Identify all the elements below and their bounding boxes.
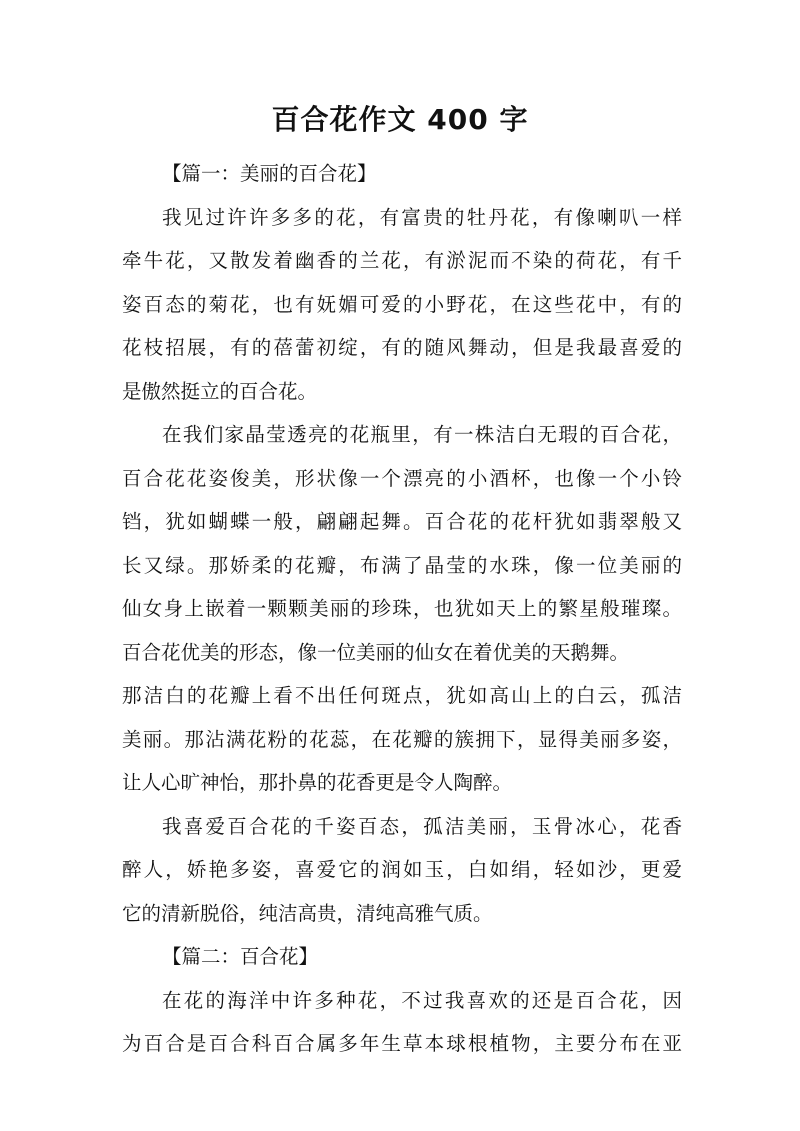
paragraph-line: 我见过许许多多的花，有富贵的牡丹花，有像喇叭一样 — [162, 205, 682, 229]
paragraph-line: 在我们家晶莹透亮的花瓶里，有一株洁白无瑕的百合花， — [162, 423, 682, 446]
document-title: 百合花作文 400 字 — [271, 103, 529, 136]
paragraph-line: 姿百态的菊花，也有妩媚可爱的小野花，在这些花中，有的 — [122, 292, 682, 316]
paragraph-line: 那洁白的花瓣上看不出任何斑点，犹如高山上的白云，孤洁 — [122, 684, 682, 707]
paragraph-line: 我喜爱百合花的千姿百态，孤洁美丽，玉骨冰心，花香 — [162, 814, 682, 838]
paragraph-line: 在花的海洋中许多种花，不过我喜欢的还是百合花，因 — [162, 988, 682, 1012]
paragraph-line: 醉人，娇艳多姿，喜爱它的润如玉，白如绢，轻如沙，更爱 — [122, 858, 682, 881]
paragraph-line: 让人心旷神怡，那扑鼻的花香更是令人陶醉。 — [122, 771, 513, 794]
section-heading-1: 【篇一：美丽的百合花】 — [162, 162, 377, 185]
paragraph-line: 是傲然挺立的百合花。 — [122, 379, 318, 403]
paragraph-line: 为百合是百合科百合属多年生草本球根植物，主要分布在亚 — [122, 1032, 682, 1055]
paragraph-line: 美丽。那沾满花粉的花蕊，在花瓣的簇拥下，显得美丽多姿， — [122, 727, 682, 751]
paragraph-line: 牵牛花，又散发着幽香的兰花，有淤泥而不染的荷花，有千 — [122, 249, 682, 272]
section-heading-2: 【篇二：百合花】 — [162, 945, 319, 968]
paragraph-line: 百合花优美的形态，像一位美丽的仙女在着优美的天鹅舞。 — [122, 640, 630, 664]
paragraph-line: 百合花花姿俊美，形状像一个漂亮的小酒杯，也像一个小铃 — [122, 466, 682, 490]
paragraph-line: 长又绿。那娇柔的花瓣，布满了晶莹的水珠，像一位美丽的 — [122, 553, 682, 577]
paragraph-line: 仙女身上嵌着一颗颗美丽的珍珠，也犹如天上的繁星般璀璨。 — [122, 597, 682, 620]
document-body — [122, 152, 682, 1066]
paragraph-line: 它的清新脱俗，纯洁高贵，清纯高雅气质。 — [122, 901, 493, 925]
paragraph-line: 铛，犹如蝴蝶一般，翩翩起舞。百合花的花杆犹如翡翠般又 — [122, 510, 682, 533]
paragraph-line: 花枝招展，有的蓓蕾初绽，有的随风舞动，但是我最喜爱的 — [122, 336, 682, 359]
